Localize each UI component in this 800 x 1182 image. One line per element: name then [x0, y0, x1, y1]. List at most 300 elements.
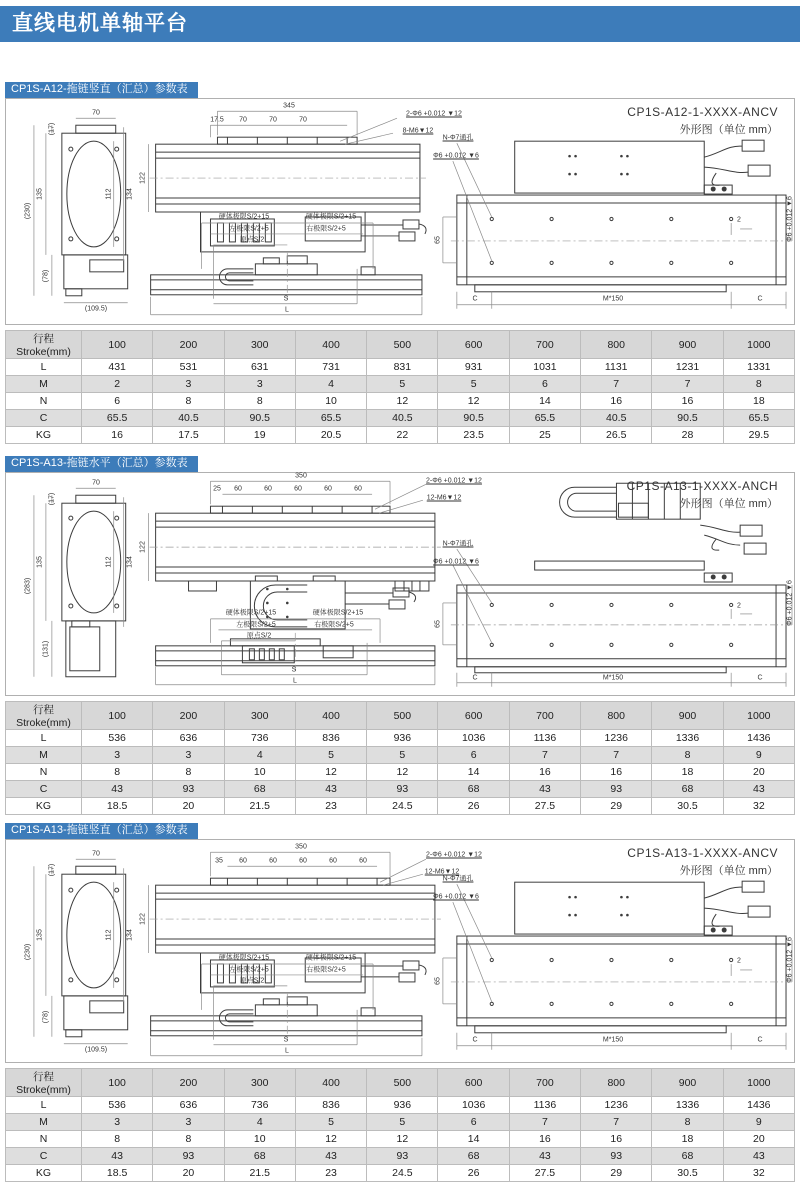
table-row: [6, 764, 795, 781]
cell: 8: [82, 764, 153, 781]
cell: 1000: [723, 702, 794, 730]
dim-label: C: [757, 295, 763, 303]
page-title: 直线电机单轴平台: [0, 6, 800, 42]
dim-label: 左极限S/2+5: [229, 225, 269, 233]
dim-label: 60: [299, 857, 307, 865]
cell: 25: [509, 427, 580, 444]
cell: 28: [652, 427, 723, 444]
model-label: [627, 479, 778, 511]
cell: 18: [652, 764, 723, 781]
row-label: L: [6, 359, 82, 376]
model-subtitle: 外形图（单位 mm）: [679, 865, 778, 877]
cell: 20: [723, 1131, 794, 1148]
dim-label: 硬体极限S/2+15: [305, 954, 357, 962]
cell: 20: [723, 764, 794, 781]
cell: 1336: [652, 730, 723, 747]
cell: 4: [224, 1114, 295, 1131]
dim-label: C: [757, 674, 763, 682]
dim-label: 60: [269, 857, 277, 865]
cell: 400: [295, 702, 366, 730]
table-row: [6, 747, 795, 764]
cell: 900: [652, 702, 723, 730]
cell: 7: [509, 1114, 580, 1131]
dim-label: 60: [354, 485, 362, 493]
cell: 3: [153, 376, 224, 393]
cell: 1236: [581, 1097, 652, 1114]
cell: 531: [153, 359, 224, 376]
cell: 5: [367, 1114, 438, 1131]
cell: 93: [367, 781, 438, 798]
cell: 8: [723, 376, 794, 393]
cell: 43: [295, 781, 366, 798]
cell: 200: [153, 331, 224, 359]
cell: 12: [295, 764, 366, 781]
cell: 16: [509, 1131, 580, 1148]
spec-table: [5, 701, 795, 815]
spec-table: [5, 1068, 795, 1182]
row-label: N: [6, 764, 82, 781]
dim-label: L: [293, 677, 297, 685]
cell: 23: [295, 798, 366, 815]
dim-label: 60: [359, 857, 367, 865]
cell: 8: [652, 747, 723, 764]
cell: 800: [581, 1069, 652, 1097]
dim-label: 134: [126, 556, 134, 568]
dim-label: (283): [24, 577, 32, 595]
cell: 600: [438, 702, 509, 730]
dim-label: 12-M6▼12: [426, 494, 462, 502]
cell: 536: [82, 1097, 153, 1114]
dim-label: 135: [36, 929, 44, 941]
table-header-row: [6, 702, 795, 730]
cell: 1136: [509, 1097, 580, 1114]
cell: 800: [581, 331, 652, 359]
cell: 600: [438, 331, 509, 359]
cell: 16: [652, 393, 723, 410]
cell: 26: [438, 1165, 509, 1182]
dim-label: M*150: [602, 295, 624, 303]
dim-label: 350: [295, 472, 307, 480]
dim-label: 2: [737, 602, 741, 610]
cell: 1436: [723, 730, 794, 747]
dim-label: 112: [105, 556, 113, 568]
cell: 90.5: [652, 410, 723, 427]
cell: 17.5: [153, 427, 224, 444]
cell: 68: [438, 781, 509, 798]
cell: 300: [224, 331, 295, 359]
dim-label: 70: [269, 116, 277, 124]
cell: 800: [581, 702, 652, 730]
cell: 3: [153, 1114, 224, 1131]
dim-label: 135: [36, 188, 44, 200]
cell: 936: [367, 730, 438, 747]
cell: 93: [581, 1148, 652, 1165]
cell: 43: [509, 781, 580, 798]
cell: 23.5: [438, 427, 509, 444]
cell: 18: [652, 1131, 723, 1148]
cell: 27.5: [509, 1165, 580, 1182]
cell: 600: [438, 1069, 509, 1097]
row-label: 行程Stroke(mm): [6, 1069, 82, 1097]
row-label: L: [6, 730, 82, 747]
dim-label: 硬体极限S/2+15: [218, 213, 270, 221]
dim-label: 60: [239, 857, 247, 865]
dim-label: 35: [215, 857, 223, 865]
cell: 1000: [723, 1069, 794, 1097]
cell: 12: [295, 1131, 366, 1148]
cell: 8: [153, 1131, 224, 1148]
cell: 10: [224, 764, 295, 781]
dim-label: 70: [239, 116, 247, 124]
dim-label: 134: [126, 188, 134, 200]
dim-label: M*150: [602, 674, 624, 682]
cell: 14: [438, 1131, 509, 1148]
cell: 29: [581, 798, 652, 815]
dim-label: 25: [213, 485, 221, 493]
cell: 5: [438, 376, 509, 393]
dim-label: (109.5): [84, 1046, 108, 1054]
cell: 8: [153, 764, 224, 781]
row-label: KG: [6, 427, 82, 444]
dim-label: 112: [105, 929, 113, 941]
dim-label: (131): [42, 640, 50, 658]
cell: 3: [82, 1114, 153, 1131]
row-label: M: [6, 747, 82, 764]
dim-label: (17): [48, 492, 56, 506]
dim-label: S: [291, 666, 297, 674]
cell: 9: [723, 747, 794, 764]
cell: 68: [438, 1148, 509, 1165]
cell: 500: [367, 702, 438, 730]
dim-label: Φ6 +0.012 ▼6: [433, 558, 479, 566]
dim-label: (109.5): [84, 305, 108, 313]
table-row: [6, 393, 795, 410]
cell: 500: [367, 331, 438, 359]
cell: 16: [581, 764, 652, 781]
cell: 300: [224, 1069, 295, 1097]
dim-label: 硬体极限S/2+15: [305, 213, 357, 221]
model-code: CP1S-A13-1-XXXX-ANCH: [626, 479, 778, 493]
cell: 700: [509, 702, 580, 730]
dim-label: 65: [434, 236, 442, 244]
section-cp1s-a13-anch: [5, 454, 795, 815]
table-row: [6, 1114, 795, 1131]
cell: 931: [438, 359, 509, 376]
cell: 6: [509, 376, 580, 393]
cell: 43: [82, 781, 153, 798]
cell: 21.5: [224, 798, 295, 815]
cell: 30.5: [652, 1165, 723, 1182]
cell: 40.5: [153, 410, 224, 427]
cell: 68: [224, 1148, 295, 1165]
cell: 4: [224, 747, 295, 764]
dim-label: N-Φ7通孔: [442, 540, 474, 548]
drawing-box: [5, 472, 795, 696]
row-label: M: [6, 1114, 82, 1131]
cell: 400: [295, 1069, 366, 1097]
dim-label: (17): [48, 122, 56, 136]
cell: 20: [153, 798, 224, 815]
cell: 5: [367, 747, 438, 764]
dim-label: L: [285, 1047, 289, 1055]
cell: 200: [153, 1069, 224, 1097]
model-label: [627, 846, 778, 878]
dim-label: 原点S/2: [246, 632, 272, 640]
cell: 18.5: [82, 1165, 153, 1182]
cell: 200: [153, 702, 224, 730]
cell: 26: [438, 798, 509, 815]
model-code: CP1S-A12-1-XXXX-ANCV: [627, 105, 778, 119]
dim-label: C: [472, 1036, 478, 1044]
cell: 5: [295, 747, 366, 764]
cell: 1000: [723, 331, 794, 359]
cell: 68: [652, 781, 723, 798]
model-subtitle: 外形图（单位 mm）: [679, 124, 778, 136]
table-row: [6, 730, 795, 747]
cell: 1436: [723, 1097, 794, 1114]
dim-label: C: [757, 1036, 763, 1044]
dim-label: 60: [324, 485, 332, 493]
cell: 12: [367, 764, 438, 781]
section-cp1s-a13-ancv: [5, 821, 795, 1182]
table-row: [6, 410, 795, 427]
cell: 65.5: [295, 410, 366, 427]
cell: 43: [723, 781, 794, 798]
drawing-box: [5, 98, 795, 325]
dim-label: 60: [329, 857, 337, 865]
dim-label: 70: [92, 109, 100, 117]
table-row: [6, 798, 795, 815]
cell: 14: [438, 764, 509, 781]
dim-label: S: [283, 295, 289, 303]
model-subtitle: 外形图（单位 mm）: [679, 498, 778, 510]
cell: 936: [367, 1097, 438, 1114]
cell: 93: [153, 781, 224, 798]
row-label: 行程Stroke(mm): [6, 702, 82, 730]
cell: 26.5: [581, 427, 652, 444]
dim-label: 122: [139, 172, 147, 184]
cell: 900: [652, 1069, 723, 1097]
cell: 24.5: [367, 1165, 438, 1182]
row-label: C: [6, 781, 82, 798]
cell: 1331: [723, 359, 794, 376]
dim-label: 17.5: [210, 116, 224, 124]
cell: 1036: [438, 730, 509, 747]
cell: 700: [509, 331, 580, 359]
dim-label: 右极限S/2+5: [306, 966, 346, 974]
dim-label: Φ6 +0.012 ▼6: [786, 580, 794, 626]
cell: 40.5: [581, 410, 652, 427]
dim-label: 2-Φ6 +0.012 ▼12: [426, 477, 482, 485]
cell: 1231: [652, 359, 723, 376]
cell: 6: [438, 1114, 509, 1131]
dim-label: (230): [24, 202, 32, 220]
dim-label: Φ6 +0.012 ▼6: [433, 893, 479, 901]
cell: 1336: [652, 1097, 723, 1114]
cell: 9: [723, 1114, 794, 1131]
cell: 18: [723, 393, 794, 410]
dim-label: (230): [24, 943, 32, 961]
dim-label: 122: [139, 541, 147, 553]
section-tab: CP1S-A12-拖链竖直（汇总）参数表: [5, 82, 198, 98]
dim-label: 硬体极限S/2+15: [218, 954, 270, 962]
dim-label: 2-Φ6 +0.012 ▼12: [406, 110, 462, 118]
dim-label: 350: [295, 843, 307, 851]
cell: 1131: [581, 359, 652, 376]
table-row: [6, 427, 795, 444]
cell: 100: [82, 1069, 153, 1097]
cell: 5: [367, 376, 438, 393]
table-row: [6, 376, 795, 393]
cell: 431: [82, 359, 153, 376]
cell: 18.5: [82, 798, 153, 815]
cell: 68: [224, 781, 295, 798]
dim-label: 原点S/2: [239, 977, 265, 985]
table-row: [6, 1131, 795, 1148]
dim-label: 65: [434, 620, 442, 628]
cell: 636: [153, 1097, 224, 1114]
dim-label: 左极限S/2+5: [229, 966, 269, 974]
cell: 29: [581, 1165, 652, 1182]
dim-label: 60: [234, 485, 242, 493]
cell: 14: [509, 393, 580, 410]
cell: 5: [295, 1114, 366, 1131]
dim-label: Φ6 +0.012 ▼6: [786, 937, 794, 983]
cell: 43: [82, 1148, 153, 1165]
row-label: N: [6, 393, 82, 410]
cell: 8: [82, 1131, 153, 1148]
row-label: N: [6, 1131, 82, 1148]
cell: 1031: [509, 359, 580, 376]
cell: 19: [224, 427, 295, 444]
cell: 736: [224, 1097, 295, 1114]
dim-label: S: [283, 1036, 289, 1044]
cell: 400: [295, 331, 366, 359]
dim-label: L: [285, 306, 289, 314]
cell: 736: [224, 730, 295, 747]
dim-label: 右极限S/2+5: [314, 621, 354, 629]
cell: 536: [82, 730, 153, 747]
table-row: [6, 1148, 795, 1165]
dim-label: 2-Φ6 +0.012 ▼12: [426, 851, 482, 859]
cell: 7: [581, 376, 652, 393]
cell: 93: [367, 1148, 438, 1165]
cell: 6: [82, 393, 153, 410]
row-label: M: [6, 376, 82, 393]
cell: 32: [723, 798, 794, 815]
dim-label: 134: [126, 929, 134, 941]
dim-label: 65: [434, 977, 442, 985]
cell: 21.5: [224, 1165, 295, 1182]
cell: 29.5: [723, 427, 794, 444]
cell: 731: [295, 359, 366, 376]
cell: 27.5: [509, 798, 580, 815]
model-label: [627, 105, 778, 137]
dim-label: (78): [42, 1010, 50, 1024]
dim-label: 2: [737, 216, 741, 224]
row-label: 行程Stroke(mm): [6, 331, 82, 359]
cell: 40.5: [367, 410, 438, 427]
section-tab: CP1S-A13-拖链竖直（汇总）参数表: [5, 823, 198, 839]
cell: 22: [367, 427, 438, 444]
cell: 631: [224, 359, 295, 376]
cell: 6: [438, 747, 509, 764]
cell: 1036: [438, 1097, 509, 1114]
cell: 10: [224, 1131, 295, 1148]
cell: 8: [224, 393, 295, 410]
cell: 8: [153, 393, 224, 410]
cell: 90.5: [438, 410, 509, 427]
dim-label: 70: [92, 479, 100, 487]
cell: 32: [723, 1165, 794, 1182]
table-row: [6, 781, 795, 798]
cell: 16: [82, 427, 153, 444]
cell: 20: [153, 1165, 224, 1182]
cell: 65.5: [723, 410, 794, 427]
model-code: CP1S-A13-1-XXXX-ANCV: [627, 846, 778, 860]
section-tab: CP1S-A13-拖链水平（汇总）参数表: [5, 456, 198, 472]
dim-label: 60: [264, 485, 272, 493]
dim-label: 70: [92, 850, 100, 858]
drawing-box: [5, 839, 795, 1063]
cell: 43: [509, 1148, 580, 1165]
cell: 12: [438, 393, 509, 410]
cell: 90.5: [224, 410, 295, 427]
table-row: [6, 1097, 795, 1114]
row-label: C: [6, 1148, 82, 1165]
dim-label: 硬体极限S/2+15: [225, 609, 277, 617]
dim-label: 原点S/2: [239, 236, 265, 244]
dim-label: 12-M6▼12: [424, 868, 460, 876]
table-header-row: [6, 331, 795, 359]
row-label: L: [6, 1097, 82, 1114]
cell: 300: [224, 702, 295, 730]
cell: 2: [82, 376, 153, 393]
cell: 1236: [581, 730, 652, 747]
cell: 100: [82, 702, 153, 730]
dim-label: Φ6 +0.012 ▼6: [786, 196, 794, 242]
cell: 93: [153, 1148, 224, 1165]
table-header-row: [6, 1069, 795, 1097]
section-cp1s-a12-ancv: [5, 80, 795, 444]
cell: 93: [581, 781, 652, 798]
cell: 7: [652, 376, 723, 393]
cell: 12: [367, 393, 438, 410]
cell: 16: [509, 764, 580, 781]
table-row: [6, 1165, 795, 1182]
row-label: KG: [6, 1165, 82, 1182]
cell: 43: [295, 1148, 366, 1165]
cell: 65.5: [82, 410, 153, 427]
dim-label: (17): [48, 863, 56, 877]
dim-label: Φ6 +0.012 ▼6: [433, 152, 479, 160]
cell: 30.5: [652, 798, 723, 815]
table-row: [6, 359, 795, 376]
dim-label: 60: [294, 485, 302, 493]
cell: 43: [723, 1148, 794, 1165]
cell: 8: [652, 1114, 723, 1131]
dim-label: 8-M6▼12: [402, 127, 434, 135]
row-label: KG: [6, 798, 82, 815]
cell: 7: [509, 747, 580, 764]
dim-label: 右极限S/2+5: [306, 225, 346, 233]
dim-label: 135: [36, 556, 44, 568]
dim-label: 2: [737, 957, 741, 965]
cell: 100: [82, 331, 153, 359]
cell: 500: [367, 1069, 438, 1097]
dim-label: C: [472, 295, 478, 303]
cell: 7: [581, 1114, 652, 1131]
